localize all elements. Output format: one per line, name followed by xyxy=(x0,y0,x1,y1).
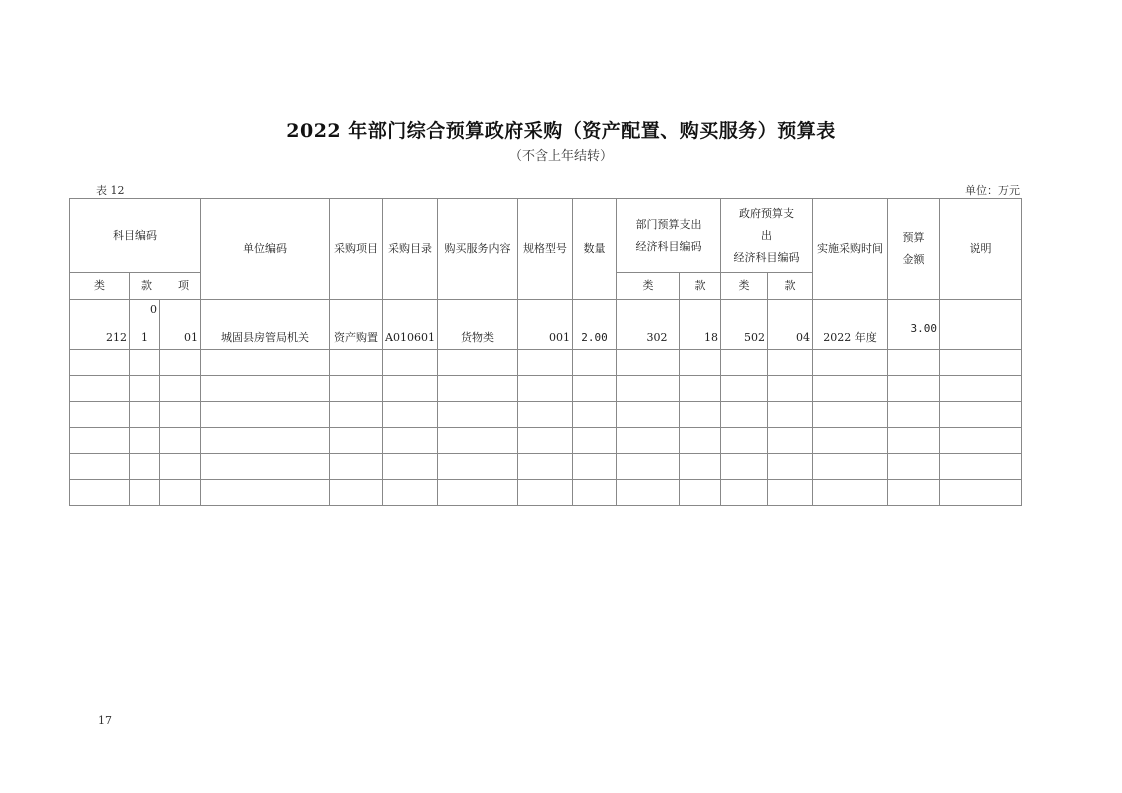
header-procure-time: 实施采购时间 xyxy=(813,199,888,300)
page-title: 2022 年部门综合预算政府采购（资产配置、购买服务）预算表 xyxy=(286,120,836,142)
page-number: 17 xyxy=(98,714,112,727)
empty-row xyxy=(70,428,1022,454)
header-dept-kuan: 款 xyxy=(680,273,721,300)
header-gov-budget-line1: 政府预算支 xyxy=(739,206,795,220)
header-dept-budget xyxy=(617,199,721,273)
unit-label: 单位：万元 xyxy=(965,184,1020,197)
header-procurement-catalog: 采购目录 xyxy=(383,199,438,300)
header-budget-amount-line2: 金额 xyxy=(902,253,925,266)
header-lei: 类 xyxy=(70,273,130,300)
header-kuan: 款 xyxy=(141,279,152,292)
empty-row xyxy=(70,402,1022,428)
header-gov-budget xyxy=(721,199,813,273)
cell-remarks xyxy=(940,300,1022,350)
cell-dept-kuan: 18 xyxy=(680,300,721,350)
cell-budget-amount: 3.00 xyxy=(888,300,940,350)
cell-procurement-catalog: A010601 xyxy=(383,300,438,350)
header-gov-lei: 类 xyxy=(721,273,768,300)
cell-service-content: 货物类 xyxy=(438,300,518,350)
header-dept-budget-line1: 部门预算支出 xyxy=(635,217,702,231)
header-budget-amount xyxy=(888,199,940,300)
cell-procurement-item: 资产购置 xyxy=(330,300,383,350)
table-number: 表 12 xyxy=(96,184,125,197)
cell-kuan-top: 0 xyxy=(150,303,157,316)
cell-dept-lei: 302 xyxy=(617,300,680,350)
page-subtitle: （不含上年结转） xyxy=(508,149,613,164)
header-spec-model: 规格型号 xyxy=(518,199,573,300)
header-gov-kuan: 款 xyxy=(768,273,813,300)
header-quantity: 数量 xyxy=(573,199,617,300)
header-budget-amount-line1: 预算 xyxy=(902,231,925,244)
header-xiang: 项 xyxy=(178,279,189,292)
cell-quantity: 2.00 xyxy=(573,300,617,350)
header-subject-code: 科目编码 xyxy=(70,199,201,273)
cell-gov-lei: 502 xyxy=(721,300,768,350)
header-kuan-xiang xyxy=(130,273,201,300)
cell-unit-code: 城固县房管局机关 xyxy=(201,300,330,350)
cell-procure-time: 2022 年度 xyxy=(813,300,888,350)
cell-lei: 212 xyxy=(70,300,130,350)
header-service-content: 购买服务内容 xyxy=(438,199,518,300)
empty-row xyxy=(70,376,1022,402)
table-row xyxy=(70,300,1022,350)
header-unit-code: 单位编码 xyxy=(201,199,330,300)
header-remarks: 说明 xyxy=(940,199,1022,300)
cell-xiang: 01 xyxy=(160,300,201,350)
empty-row xyxy=(70,480,1022,506)
procurement-budget-table xyxy=(69,198,1022,506)
cell-kuan-value: 1 xyxy=(141,331,148,344)
cell-spec-model: 001 xyxy=(518,300,573,350)
header-gov-budget-line3: 经济科目编码 xyxy=(733,250,800,264)
empty-row xyxy=(70,454,1022,480)
empty-row xyxy=(70,350,1022,376)
header-dept-budget-line2: 经济科目编码 xyxy=(635,239,702,253)
header-gov-budget-line2: 出 xyxy=(761,228,773,242)
cell-kuan xyxy=(130,300,160,350)
header-procurement-item: 采购项目 xyxy=(330,199,383,300)
header-row-main xyxy=(70,199,1022,273)
header-dept-lei: 类 xyxy=(617,273,680,300)
cell-gov-kuan: 04 xyxy=(768,300,813,350)
